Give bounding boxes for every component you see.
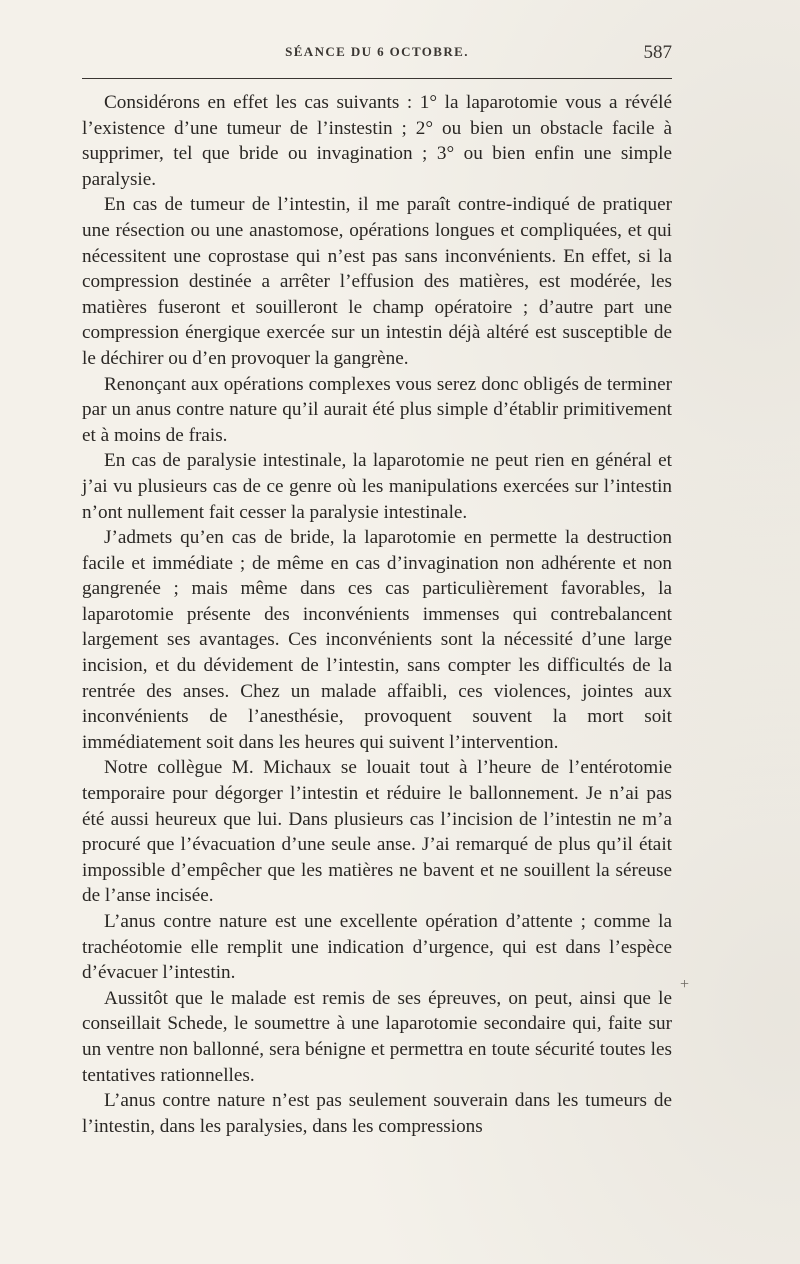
paragraph-7: L’anus contre nature est une excellente opération d’attente ; comme la trachéotomie elle remplit une indication d’urgence, qui est dans l’espèce d’évacuer l’intestin. [82,911,672,984]
body-text [82,90,672,1139]
running-title: SÉANCE DU 6 OCTOBRE. [285,44,469,59]
page-number: 587 [643,42,672,63]
paragraph-2: En cas de tumeur de l’intestin, il me paraît contre-indiqué de pratiquer une résection ou une anastomose, opérations longues et compliquées, et qui nécessitent une coprostase qui n’est pas sans inconvénients. En effet, si la compression destinée a arrêter l’effusion des matières, est modérée, les matières fuseront et souilleront le champ opératoire ; d’autre part une compression énergique exercée sur un intestin déjà altéré est susceptible de le déchirer ou d’en provoquer la gangrène. [82,194,672,369]
page-header [82,44,672,74]
paragraph-5: J’admets qu’en cas de bride, la laparotomie en permette la destruction facile et immédiate ; de même en cas d’invagination non adhérente et non gangrenée ; mais même dans ces cas particulièrement favorables, la laparotomie présente des inconvénients immenses qui contrebalancent largement ses avantages. Ces inconvénients sont la nécessité d’une large incision, et du dévidement de l’intestin, sans compter les difficultés de la rentrée des anses. Chez un malade affaibli, ces violences, jointes aux inconvénients de l’anesthésie, provoquent souvent la mort soit immédiatement soit dans les heures qui suivent l’intervention. [82,527,672,753]
paragraph-8: Aussitôt que le malade est remis de ses épreuves, on peut, ainsi que le conseillait Schede, le soumettre à une laparotomie secondaire qui, faite sur un ventre non ballonné, sera bénigne et permettra en toute sécurité toutes les tentatives rationnelles. [82,987,672,1086]
paragraph-4: En cas de paralysie intestinale, la laparotomie ne peut rien en général et j’ai vu plusieurs cas de ce genre où les manipulations exercées sur l’intestin n’ont nullement fait cesser la paralysie intestinale. [82,450,672,523]
margin-mark: + [680,976,690,993]
paragraph-1: Considérons en effet les cas suivants : 1° la laparotomie vous a révélé l’existence d’une tumeur de l’instestin ; 2° ou bien un obstacle facile à supprimer, tel que bride ou invagination ; 3° ou bien enfin une simple paralysie. [82,92,672,190]
paragraph-3: Renonçant aux opérations complexes vous serez donc obligés de terminer par un anus contre nature qu’il aurait été plus simple d’établir primitivement et à moins de frais. [82,373,672,446]
header-rule [82,78,672,79]
paragraph-6: Notre collègue M. Michaux se louait tout à l’heure de l’entérotomie temporaire pour dégorger l’intestin et réduire le ballonnement. Je n’ai pas été aussi heureux que lui. Dans plusieurs cas l’incision de l’intestin ne m’a procuré que l’évacuation d’une seule anse. J’ai remarqué de plus qu’il était impossible d’empêcher que les matières ne bavent et ne souillent la séreuse de l’anse incisée. [82,757,672,907]
paragraph-9: L’anus contre nature n’est pas seulement souverain dans les tumeurs de l’intestin, dans les paralysies, dans les compressions [82,1090,672,1137]
